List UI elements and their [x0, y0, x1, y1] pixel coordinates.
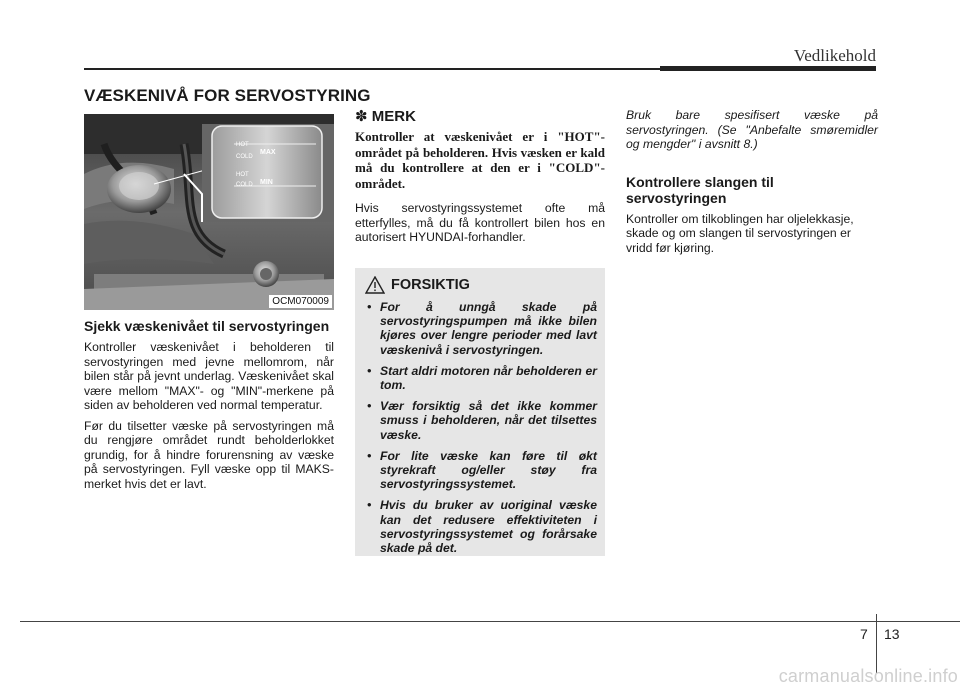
reservoir-inset	[184, 124, 334, 222]
reservoir-photo	[84, 114, 334, 310]
label-hot-max: HOT	[236, 142, 249, 148]
watermark: carmanualsonline.info	[778, 666, 958, 686]
check-hose-heading: Kontrollere slangen til servostyringen	[626, 173, 774, 206]
section-header: Vedlikehold	[793, 46, 876, 65]
page-number-divider	[876, 614, 877, 674]
column-middle	[355, 108, 605, 251]
label-hot-min: HOT	[236, 172, 249, 178]
caution-item: • Start aldri motoren når beholderen er tom.	[365, 364, 597, 392]
check-level-paragraph-1: Kontroller væskenivået i beholderen til servostyringen med jevne mellomrom, når bilen står på jevnt underlag. Væskenivået skal være mellom "MAX"- og "MIN"-merkene på siden av beholderen ved normal temperatur.	[84, 340, 334, 412]
bottom-rule	[20, 621, 960, 622]
caution-item: • Hvis du bruker av uoriginal væske kan det redusere effektiviteten i servostyringssystemet og forårsake skade på det.	[365, 498, 597, 555]
check-level-heading: Sjekk væskenivået til servostyringen	[84, 318, 330, 334]
label-cold-min: COLD	[236, 182, 253, 188]
check-level-paragraph-2: Før du tilsetter væske på servostyringen må du rengjøre området rundt beholderlokket grundig, for å hindre forurensning av væske på servostyringen. Fyll væske opp til MAKS-merket hvis det er lavt.	[84, 418, 334, 491]
label-min: MIN	[260, 179, 273, 186]
engine-illustration	[84, 114, 334, 310]
column-right	[626, 108, 878, 261]
page-number: 13	[884, 626, 900, 642]
caution-heading: FORSIKTIG	[391, 277, 470, 293]
note-bold-text: Kontroller at væskenivået er i "HOT"-området på beholderen. Hvis væsken er kald må du kontrollere at den er i "COLD"-området.	[355, 129, 605, 191]
column-left	[84, 318, 334, 497]
caution-item: • For lite væske kan føre til økt styrekraft og/eller støy fra servostyringssystemet.	[365, 449, 597, 492]
warning-triangle-icon	[365, 276, 385, 294]
label-max: MAX	[260, 149, 276, 156]
chapter-number: 7	[860, 626, 868, 642]
caution-item: • For å unngå skade på servostyringspumpen må ikke bilen kjøres over lengre perioder med lavt væskenivå i servostyringen.	[365, 300, 597, 357]
page-title: VÆSKENIVÅ FOR SERVOSTYRING	[84, 86, 371, 105]
caution-item: • Vær forsiktig så det ikke kommer smuss i beholderen, når det tilsettes væske.	[365, 399, 597, 442]
caution-header	[365, 276, 597, 294]
note-text: Hvis servostyringssystemet ofte må etterfylles, må du få kontrollert bilen hos en autorisert HYUNDAI-forhandler.	[355, 201, 605, 244]
label-cold-max: COLD	[236, 154, 253, 160]
caution-box	[355, 268, 605, 556]
check-hose-text: Kontroller om tilkoblingen har oljelekkasje, skade og om slangen til servostyringen er vridd før kjøring.	[626, 211, 854, 255]
top-rule-accent	[660, 66, 876, 71]
fluid-spec-note: Bruk bare spesifisert væske på servostyringen. (Se "Anbefalte smøremidler og mengder" i avsnitt 8.)	[626, 108, 878, 151]
note-heading: ✽ MERK	[355, 108, 416, 125]
photo-caption: OCM070009	[269, 295, 332, 308]
caution-list	[365, 300, 597, 555]
